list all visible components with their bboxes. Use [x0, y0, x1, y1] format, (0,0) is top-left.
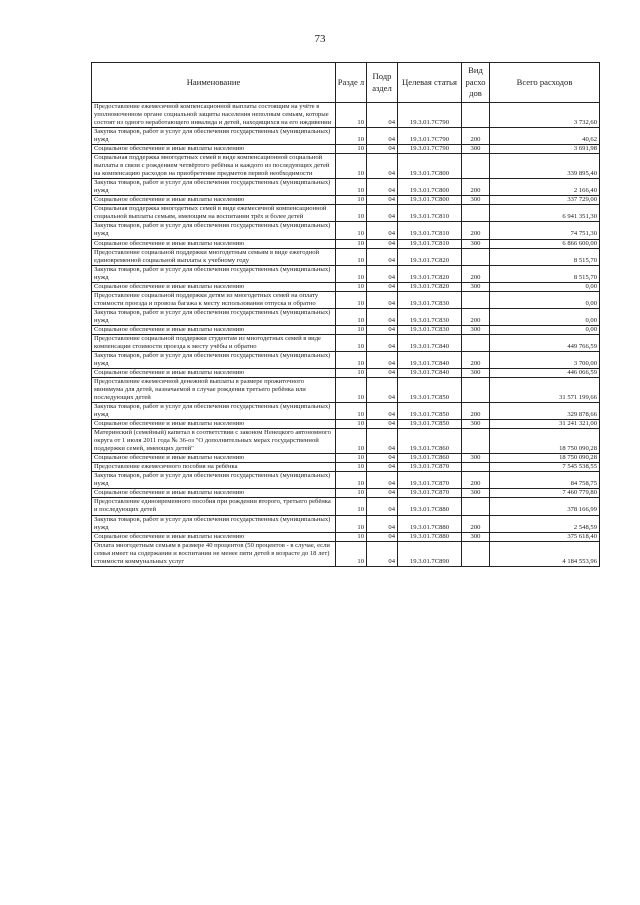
row-total: 7 460 779,80	[490, 489, 600, 498]
row-target-article: 19.3.01.7С840	[398, 351, 462, 368]
row-total: 0,00	[490, 308, 600, 325]
row-subsection: 04	[367, 282, 398, 291]
row-expense-type	[462, 205, 490, 222]
row-section: 10	[336, 403, 367, 420]
row-target-article: 19.3.01.7С890	[398, 541, 462, 566]
row-section: 10	[336, 489, 367, 498]
row-name: Социальное обеспечение и иные выплаты населению	[92, 196, 336, 205]
row-total: 0,00	[490, 282, 600, 291]
row-expense-type	[462, 248, 490, 265]
row-total: 2 548,59	[490, 515, 600, 532]
row-subsection: 04	[367, 325, 398, 334]
row-expense-type: 300	[462, 145, 490, 154]
table-header-row	[92, 63, 600, 103]
row-target-article: 19.3.01.7С880	[398, 515, 462, 532]
row-name: Социальное обеспечение и иные выплаты населению	[92, 145, 336, 154]
table-row	[92, 532, 600, 541]
row-expense-type: 300	[462, 454, 490, 463]
row-target-article: 19.3.01.7С880	[398, 498, 462, 515]
row-total: 6 866 600,00	[490, 239, 600, 248]
row-section: 10	[336, 498, 367, 515]
row-total: 31 571 199,66	[490, 378, 600, 403]
row-total: 84 758,75	[490, 472, 600, 489]
row-name: Социальное обеспечение и иные выплаты населению	[92, 239, 336, 248]
row-subsection: 04	[367, 154, 398, 179]
row-section: 10	[336, 515, 367, 532]
row-name: Предоставление социальной поддержки студентам из многодетных семей в виде компенсации стоимости проезда к месту учёбы и обратно	[92, 334, 336, 351]
table-row	[92, 308, 600, 325]
row-name: Материнский (семейный) капитал в соответствии с законом Ненецкого автономного округа от 1 июля 2011 года № 36-оз "О дополнительных мерах государственной поддержки семей, имеющих детей"	[92, 429, 336, 454]
row-subsection: 04	[367, 420, 398, 429]
row-expense-type	[462, 154, 490, 179]
row-target-article: 19.3.01.7С790	[398, 128, 462, 145]
row-section: 10	[336, 196, 367, 205]
row-subsection: 04	[367, 128, 398, 145]
table-row	[92, 498, 600, 515]
row-target-article: 19.3.01.7С820	[398, 265, 462, 282]
header-name: Наименование	[92, 63, 336, 103]
row-target-article: 19.3.01.7С790	[398, 103, 462, 128]
row-total: 3 700,00	[490, 351, 600, 368]
row-name: Закупка товаров, работ и услуг для обеспечения государственных (муниципальных) нужд	[92, 351, 336, 368]
row-section: 10	[336, 128, 367, 145]
row-name: Предоставление ежемесячной компенсационной выплаты состоящим на учёте в уполномоченном органе социальной защиты населения неполным семьям, которые состоят из одного неработающего инвалида и детей, находящихся на его иждивении	[92, 103, 336, 128]
row-target-article: 19.3.01.7С860	[398, 454, 462, 463]
row-subsection: 04	[367, 498, 398, 515]
row-expense-type: 200	[462, 179, 490, 196]
row-subsection: 04	[367, 378, 398, 403]
row-expense-type: 200	[462, 222, 490, 239]
row-expense-type	[462, 498, 490, 515]
row-subsection: 04	[367, 541, 398, 566]
row-target-article: 19.3.01.7С790	[398, 145, 462, 154]
row-subsection: 04	[367, 532, 398, 541]
row-subsection: 04	[367, 308, 398, 325]
row-expense-type: 200	[462, 515, 490, 532]
table-row	[92, 179, 600, 196]
row-section: 10	[336, 472, 367, 489]
row-name: Предоставление ежемесячного пособия на ребёнка	[92, 463, 336, 472]
row-subsection: 04	[367, 265, 398, 282]
row-section: 10	[336, 532, 367, 541]
row-name: Социальная поддержка многодетных семей в виде ежемесячной компенсационной социальной выплаты семьям, имеющим на воспитании трёх и более детей	[92, 205, 336, 222]
row-target-article: 19.3.01.7С810	[398, 222, 462, 239]
row-total: 2 166,40	[490, 179, 600, 196]
row-subsection: 04	[367, 463, 398, 472]
row-section: 10	[336, 454, 367, 463]
row-total: 8 515,70	[490, 248, 600, 265]
table-row	[92, 489, 600, 498]
row-subsection: 04	[367, 196, 398, 205]
row-target-article: 19.3.01.7С840	[398, 368, 462, 377]
row-total: 337 729,00	[490, 196, 600, 205]
table-row	[92, 239, 600, 248]
row-name: Закупка товаров, работ и услуг для обеспечения государственных (муниципальных) нужд	[92, 515, 336, 532]
row-name: Социальное обеспечение и иные выплаты населению	[92, 368, 336, 377]
expenditure-table	[91, 62, 600, 567]
row-section: 10	[336, 291, 367, 308]
row-total: 8 515,70	[490, 265, 600, 282]
row-section: 10	[336, 420, 367, 429]
row-target-article: 19.3.01.7С800	[398, 196, 462, 205]
table-row	[92, 265, 600, 282]
row-name: Социальное обеспечение и иные выплаты населению	[92, 454, 336, 463]
row-subsection: 04	[367, 222, 398, 239]
table-row	[92, 515, 600, 532]
table-row	[92, 429, 600, 454]
row-expense-type	[462, 103, 490, 128]
row-section: 10	[336, 378, 367, 403]
table-row	[92, 420, 600, 429]
row-subsection: 04	[367, 515, 398, 532]
row-name: Закупка товаров, работ и услуг для обеспечения государственных (муниципальных) нужд	[92, 222, 336, 239]
row-section: 10	[336, 248, 367, 265]
row-target-article: 19.3.01.7С880	[398, 532, 462, 541]
row-expense-type	[462, 463, 490, 472]
row-name: Социальное обеспечение и иные выплаты населению	[92, 489, 336, 498]
table-row	[92, 463, 600, 472]
row-target-article: 19.3.01.7С810	[398, 239, 462, 248]
table-body	[92, 103, 600, 567]
table-row	[92, 403, 600, 420]
row-expense-type: 200	[462, 128, 490, 145]
row-total: 0,00	[490, 325, 600, 334]
row-section: 10	[336, 179, 367, 196]
row-total: 18 750 090,28	[490, 429, 600, 454]
row-section: 10	[336, 222, 367, 239]
row-expense-type: 300	[462, 420, 490, 429]
row-target-article: 19.3.01.7С840	[398, 334, 462, 351]
row-expense-type	[462, 378, 490, 403]
row-target-article: 19.3.01.7С830	[398, 308, 462, 325]
row-name: Закупка товаров, работ и услуг для обеспечения государственных (муниципальных) нужд	[92, 179, 336, 196]
row-total: 3 691,98	[490, 145, 600, 154]
row-subsection: 04	[367, 472, 398, 489]
row-total: 4 184 553,96	[490, 541, 600, 566]
table-row	[92, 291, 600, 308]
table-row	[92, 472, 600, 489]
row-target-article: 19.3.01.7С870	[398, 489, 462, 498]
row-name: Оплата многодетным семьям в размере 40 процентов (50 процентов - в случае, если семья имеет на содержании и воспитании не менее пяти детей в возрасте до 18 лет) стоимости коммунальных услуг	[92, 541, 336, 566]
row-name: Закупка товаров, работ и услуг для обеспечения государственных (муниципальных) нужд	[92, 403, 336, 420]
row-subsection: 04	[367, 239, 398, 248]
row-target-article: 19.3.01.7С820	[398, 248, 462, 265]
row-expense-type: 300	[462, 325, 490, 334]
row-expense-type	[462, 429, 490, 454]
row-target-article: 19.3.01.7С850	[398, 378, 462, 403]
row-total: 6 941 351,30	[490, 205, 600, 222]
row-section: 10	[336, 282, 367, 291]
row-expense-type: 300	[462, 532, 490, 541]
table-row	[92, 334, 600, 351]
table-row	[92, 541, 600, 566]
row-expense-type: 200	[462, 351, 490, 368]
row-target-article: 19.3.01.7С830	[398, 291, 462, 308]
row-total: 74 751,30	[490, 222, 600, 239]
row-subsection: 04	[367, 489, 398, 498]
row-target-article: 19.3.01.7С850	[398, 420, 462, 429]
row-target-article: 19.3.01.7С820	[398, 282, 462, 291]
row-expense-type: 200	[462, 308, 490, 325]
row-name: Предоставление единовременного пособия при рождении второго, третьего ребёнка и последующих детей	[92, 498, 336, 515]
row-name: Закупка товаров, работ и услуг для обеспечения государственных (муниципальных) нужд	[92, 308, 336, 325]
table-row	[92, 378, 600, 403]
row-section: 10	[336, 334, 367, 351]
row-name: Социальная поддержка многодетных семей в виде компенсационной социальной выплаты в связи с рождением четвёртого ребёнка и каждого из последующих детей на компенсацию расходов на приобретение предметов первой необходимости	[92, 154, 336, 179]
row-total: 18 750 090,28	[490, 454, 600, 463]
row-name: Социальное обеспечение и иные выплаты населению	[92, 532, 336, 541]
table-row	[92, 128, 600, 145]
row-section: 10	[336, 368, 367, 377]
header-total: Всего расходов	[490, 63, 600, 103]
row-expense-type: 200	[462, 265, 490, 282]
row-expense-type: 300	[462, 368, 490, 377]
row-target-article: 19.3.01.7С830	[398, 325, 462, 334]
row-subsection: 04	[367, 429, 398, 454]
row-target-article: 19.3.01.7С860	[398, 429, 462, 454]
row-target-article: 19.3.01.7С870	[398, 463, 462, 472]
row-target-article: 19.3.01.7С850	[398, 403, 462, 420]
row-subsection: 04	[367, 145, 398, 154]
row-target-article: 19.3.01.7С800	[398, 154, 462, 179]
row-section: 10	[336, 463, 367, 472]
row-total: 339 895,40	[490, 154, 600, 179]
table-row	[92, 196, 600, 205]
row-section: 10	[336, 265, 367, 282]
row-section: 10	[336, 239, 367, 248]
header-subsection: Подр аздел	[367, 63, 398, 103]
row-total: 31 241 321,00	[490, 420, 600, 429]
row-expense-type: 200	[462, 403, 490, 420]
row-name: Закупка товаров, работ и услуг для обеспечения государственных (муниципальных) нужд	[92, 265, 336, 282]
row-subsection: 04	[367, 368, 398, 377]
row-total: 449 766,59	[490, 334, 600, 351]
row-total: 378 166,99	[490, 498, 600, 515]
row-section: 10	[336, 154, 367, 179]
row-total: 375 618,40	[490, 532, 600, 541]
row-subsection: 04	[367, 403, 398, 420]
header-expense-type: Вид расхо дов	[462, 63, 490, 103]
header-target-article: Целевая статья	[398, 63, 462, 103]
row-section: 10	[336, 351, 367, 368]
header-section: Разде л	[336, 63, 367, 103]
table-row	[92, 205, 600, 222]
row-name: Социальное обеспечение и иные выплаты населению	[92, 325, 336, 334]
row-total: 329 878,66	[490, 403, 600, 420]
row-expense-type	[462, 334, 490, 351]
table-row	[92, 103, 600, 128]
row-subsection: 04	[367, 179, 398, 196]
row-expense-type: 300	[462, 239, 490, 248]
row-name: Предоставление социальной поддержки многодетным семьям в виде ежегодной единовременной социальной выплаты к учебному году	[92, 248, 336, 265]
row-total: 0,00	[490, 291, 600, 308]
row-subsection: 04	[367, 205, 398, 222]
row-expense-type: 300	[462, 196, 490, 205]
row-name: Предоставление ежемесячной денежной выплаты в размере прожиточного минимума для детей, назначаемой в случае рождения третьего ребёнка или последующих детей	[92, 378, 336, 403]
row-total: 3 732,60	[490, 103, 600, 128]
row-section: 10	[336, 145, 367, 154]
row-subsection: 04	[367, 103, 398, 128]
row-expense-type: 300	[462, 489, 490, 498]
row-expense-type: 200	[462, 472, 490, 489]
row-expense-type: 300	[462, 282, 490, 291]
row-name: Социальное обеспечение и иные выплаты населению	[92, 282, 336, 291]
row-subsection: 04	[367, 454, 398, 463]
row-total: 40,62	[490, 128, 600, 145]
row-total: 7 545 538,55	[490, 463, 600, 472]
row-section: 10	[336, 429, 367, 454]
table-row	[92, 325, 600, 334]
table-row	[92, 454, 600, 463]
row-section: 10	[336, 308, 367, 325]
row-subsection: 04	[367, 248, 398, 265]
row-target-article: 19.3.01.7С800	[398, 179, 462, 196]
page-number: 73	[314, 33, 326, 45]
table-row	[92, 368, 600, 377]
row-expense-type	[462, 291, 490, 308]
table-row	[92, 351, 600, 368]
row-name: Предоставление социальной поддержки детям из многодетных семей на оплату стоимости проезда и провоза багажа к месту использования отпуска и обратно	[92, 291, 336, 308]
row-total: 446 066,59	[490, 368, 600, 377]
table-row	[92, 282, 600, 291]
row-section: 10	[336, 541, 367, 566]
row-name: Закупка товаров, работ и услуг для обеспечения государственных (муниципальных) нужд	[92, 128, 336, 145]
row-name: Социальное обеспечение и иные выплаты населению	[92, 420, 336, 429]
table-row	[92, 154, 600, 179]
row-section: 10	[336, 325, 367, 334]
table-row	[92, 145, 600, 154]
table-row	[92, 222, 600, 239]
row-subsection: 04	[367, 291, 398, 308]
row-expense-type	[462, 541, 490, 566]
row-name: Закупка товаров, работ и услуг для обеспечения государственных (муниципальных) нужд	[92, 472, 336, 489]
row-target-article: 19.3.01.7С810	[398, 205, 462, 222]
row-target-article: 19.3.01.7С870	[398, 472, 462, 489]
row-section: 10	[336, 205, 367, 222]
table-row	[92, 248, 600, 265]
row-section: 10	[336, 103, 367, 128]
row-subsection: 04	[367, 351, 398, 368]
row-subsection: 04	[367, 334, 398, 351]
